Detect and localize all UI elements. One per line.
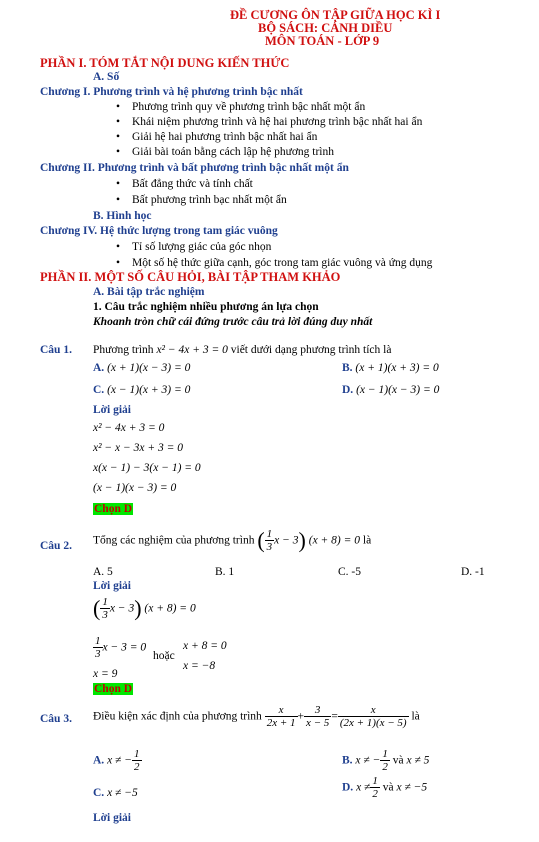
part1-secB: B. Hình học [93,210,152,222]
equals-sign: = [331,710,338,723]
part2-sub1: 1. Câu trắc nghiệm nhiều phương án lựa chọn [93,301,319,313]
q1-option-d[interactable] [342,384,439,396]
fraction [265,528,275,553]
numerator: 1 [102,596,108,608]
denominator: 2 [372,788,378,800]
numerator: 3 [304,704,331,717]
q2-stem-a: Tổng các nghiệm của phương trình [93,534,255,547]
q2-option-b[interactable]: B. 1 [215,566,235,578]
q1-stem [93,344,391,356]
chapter2-item: • Bất phương trình bạc nhất một ẩn [132,194,287,206]
q2-eq-part1: x − 3 [274,534,299,547]
chapter4-item: • Một số hệ thức giữa cạnh, góc trong tam giác vuông và ứng dụng [132,257,432,269]
numerator: 1 [266,528,273,540]
doc-title: ĐỀ CƯƠNG ÔN TẬP GIỮA HỌC KÌ I [230,8,441,22]
q1-option-c[interactable] [93,384,190,396]
q2-stem-b: là [362,534,372,547]
q3-option-d-label: D. [342,781,354,794]
q1-step-2: x² − x − 3x + 3 = 0 [93,442,184,454]
q1-option-c-text: (x − 1)(x + 3) = 0 [107,384,191,396]
q2-eq-part2: (x + 8) = 0 [308,534,361,547]
q3-option-b[interactable] [342,748,429,773]
numerator: 1 [95,635,101,647]
denominator: 2 [382,761,388,773]
q2-stem [93,528,371,553]
q2-or-word: hoặc [153,650,175,662]
chapter1-item: • Phương trình quy về phương trình bậc nhất một ẩn [132,101,365,113]
denominator: x − 5 [306,717,330,729]
chapter2-title: Chương II. Phương trình và bất phương trình bậc nhất một ẩn [40,162,349,174]
q1-option-b[interactable] [342,362,439,374]
q2-step-2-left [93,635,146,660]
q1-option-a[interactable] [93,362,190,374]
q2-step1-part1: x − 3 [109,602,135,615]
q2-step-3-right: x = −8 [183,660,216,672]
q1-stem-eq: x² − 4x + 3 = 0 [156,344,228,356]
chapter4-item: • Tỉ số lượng giác của góc nhọn [132,241,271,253]
q2-answer-badge: Chọn D [94,683,133,695]
q3-solution-label: Lời giải [93,812,131,824]
doc-book: BỘ SÁCH: CÁNH DIỀU [258,21,393,35]
fraction [93,635,103,660]
q1-option-d-text: (x − 1)(x − 3) = 0 [356,384,440,396]
q3-option-c-text: x ≠ −5 [107,787,138,799]
q3-stem [93,704,420,729]
q2-step-3-left: x = 9 [93,668,118,680]
part2-secA: A. Bài tập trắc nghiệm [93,286,205,298]
q2-option-a[interactable]: A. 5 [93,566,113,578]
q3-option-d-text: x ≠ [356,781,371,794]
chapter1-item: • Giải bài toán bằng cách lập hệ phương trình [132,146,334,158]
q1-step-3: x(x − 1) − 3(x − 1) = 0 [93,462,201,474]
fraction [380,748,390,773]
chapter4-title: Chương IV. Hệ thức lượng trong tam giác vuông [40,225,278,237]
q2-label: Câu 2. [40,540,72,552]
q1-solution-label: Lời giải [93,404,131,416]
doc-subject: MÔN TOÁN - LỚP 9 [265,34,380,48]
denominator: 3 [102,609,108,621]
q1-option-c-label: C. [93,384,105,396]
q2-step-1 [93,596,196,621]
q3-option-b-post: x ≠ 5 [406,754,430,767]
q1-option-a-label: A. [93,362,105,374]
chapter2-item: • Bất đẳng thức và tính chất [132,178,253,190]
part1-title: PHẦN I. TÓM TẮT NỘI DUNG KIẾN THỨC [40,56,290,70]
fraction [304,704,331,729]
paren-open: ( [93,595,101,621]
q1-label: Câu 1. [40,344,72,356]
fraction [265,704,298,729]
q1-option-d-label: D. [342,384,354,396]
q1-option-b-label: B. [342,362,353,374]
q2-step1-part2: (x + 8) = 0 [144,602,196,615]
q3-option-a[interactable] [93,748,142,773]
numerator: x [265,704,298,717]
q3-option-d-post: x ≠ −5 [396,781,428,794]
q3-option-a-text: x ≠ − [107,754,132,767]
q1-option-b-text: (x + 1)(x + 3) = 0 [355,362,439,374]
fraction [100,596,110,621]
q3-option-b-text: x ≠ − [355,754,381,767]
q1-stem-b: viết dưới dạng phương trình tích là [230,344,392,356]
q3-stem-a: Điều kiện xác định của phương trình [93,710,262,723]
paren-close: ) [134,595,142,621]
fraction [370,775,380,800]
q2-step2a: x − 3 = 0 [102,641,147,654]
q3-option-d-and: và [382,781,394,794]
chapter1-title: Chương I. Phương trình và hệ phương trình bậc nhất [40,86,303,98]
chapter1-item: • Giải hệ hai phương trình bậc nhất hai ẩn [132,131,317,143]
q3-option-a-label: A. [93,754,105,767]
part1-secA: A. Số [93,71,120,83]
part2-instruction: Khoanh tròn chữ cái đứng trước câu trả lời đúng duy nhất [93,316,373,328]
q3-option-c[interactable] [93,787,138,799]
numerator: 1 [382,748,388,760]
paren-open: ( [257,527,265,553]
q1-step-4: (x − 1)(x − 3) = 0 [93,482,177,494]
fraction [132,748,142,773]
q1-step-1: x² − 4x + 3 = 0 [93,422,165,434]
q3-option-b-and: và [392,754,404,767]
paren-close: ) [298,527,306,553]
q3-label: Câu 3. [40,713,72,725]
numerator: 1 [372,775,378,787]
denominator: 2x + 1 [266,717,296,729]
q2-option-c[interactable]: C. -5 [338,566,361,578]
q1-answer-badge: Chọn D [94,503,133,515]
denominator: (2x + 1)(x − 5) [339,717,407,729]
q2-step-2-right: x + 8 = 0 [183,640,227,652]
q1-option-a-text: (x + 1)(x − 3) = 0 [107,362,191,374]
part2-title: PHẦN II. MỘT SỐ CÂU HỎI, BÀI TẬP THAM KHẢO [40,270,341,284]
q2-solution-label: Lời giải [93,580,131,592]
fraction [338,704,409,729]
q3-option-b-label: B. [342,754,353,767]
q2-option-d[interactable]: D. -1 [461,566,485,578]
q1-stem-a: Phương trình [93,344,154,356]
numerator: 1 [134,748,140,760]
denominator: 3 [266,541,273,553]
numerator: x [338,704,409,717]
denominator: 2 [134,761,140,773]
q3-option-c-label: C. [93,787,105,799]
plus-sign: + [297,710,304,723]
chapter1-item: • Khái niệm phương trình và hệ hai phương trình bậc nhất hai ẩn [132,116,422,128]
q3-option-d[interactable] [342,775,427,800]
q3-stem-b: là [411,710,420,723]
denominator: 3 [95,648,101,660]
